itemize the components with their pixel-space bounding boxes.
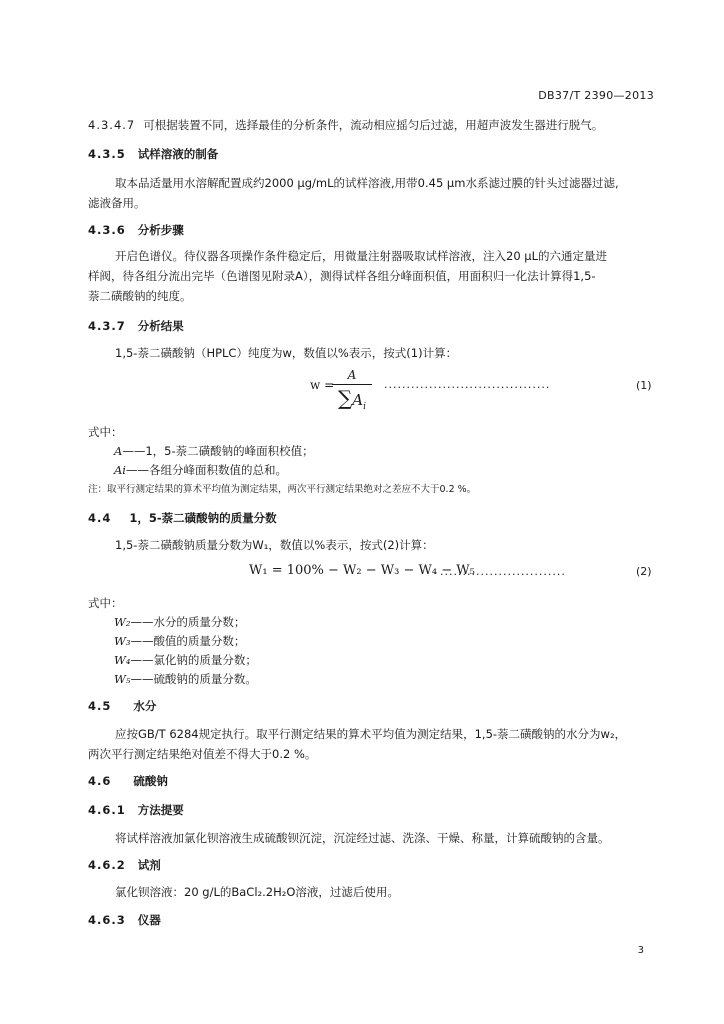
fraction-bar (332, 384, 372, 385)
formula-numerator: A (347, 368, 357, 382)
symbol: W₃ (114, 634, 131, 648)
heading-4-6-2 (88, 857, 161, 873)
paragraph-line: 1,5-萘二磺酸钠（HPLC）纯度为w，数值以%表示，按式(1)计算： (115, 346, 458, 360)
heading-4-5 (88, 698, 156, 714)
section-number: 4.3.5 (88, 147, 126, 161)
where-label: 式中： (88, 425, 123, 439)
section-number: 4.3.7 (88, 319, 126, 333)
paragraph-4-3-4-7 (88, 115, 603, 135)
heading-4-6 (88, 773, 168, 789)
definition-text: ——氯化钠的质量分数； (130, 653, 257, 667)
heading-text: 仪器 (137, 913, 161, 927)
sigma-symbol: ∑ (337, 386, 353, 410)
symbol: A (114, 444, 123, 458)
definition-line (88, 460, 287, 480)
formula-number: (1) (636, 379, 652, 392)
paragraph-line: 氯化钡溶液：20 g/L的BaCl₂.2H₂O溶液，过滤后使用。 (115, 885, 399, 899)
heading-text: 1，5-萘二磺酸钠的质量分数 (129, 511, 277, 525)
formula-1-fraction (332, 368, 372, 412)
definition-line (88, 650, 257, 670)
section-number: 4.4 (88, 511, 112, 525)
page-number: 3 (637, 945, 644, 956)
note: 注：取平行测定结果的算术平均值为测定结果，两次平行测定结果绝对之差应不大于0.2 %。 (88, 484, 477, 495)
heading-4-3-6 (88, 222, 184, 238)
paragraph-line: 样阀，待各组分流出完毕（色谱图见附录A），测得试样各组分峰面积值，用面积归一化法计算得1,5- (88, 269, 596, 283)
paragraph-line: 1,5-萘二磺酸钠质量分数为W₁，数值以%表示，按式(2)计算： (115, 538, 434, 552)
definition-line (88, 612, 245, 632)
definition-text: ——酸值的质量分数； (130, 634, 246, 648)
paragraph-line: 两次平行测定结果绝对值差不得大于0.2 %。 (88, 747, 317, 761)
heading-text: 硫酸钠 (133, 774, 168, 788)
formula-leader: ..................................... (384, 378, 551, 391)
formula-number: (2) (636, 565, 652, 578)
definition-line (88, 631, 245, 651)
section-number: 4.3.6 (88, 223, 126, 237)
symbol: W₂ (114, 615, 131, 629)
paragraph-line: 应按GB/T 6284规定执行。取平行测定结果的算术平均值为测定结果，1,5-萘二磺酸钠的水分为w₂， (115, 727, 627, 741)
heading-text: 分析结果 (137, 319, 184, 333)
definition-line (88, 441, 314, 461)
heading-4-4 (88, 510, 277, 526)
definition-text: ——硫酸钠的质量分数。 (130, 672, 257, 686)
definition-text: ——1，5-萘二磺酸钠的峰面积校值； (122, 444, 314, 458)
symbol: Ai (114, 463, 126, 477)
section-number: 4.6 (88, 774, 112, 788)
heading-text: 试剂 (137, 858, 161, 872)
section-number: 4.6.2 (88, 858, 126, 872)
paragraph-text: 可根据装置不同，选择最佳的分析条件，流动相应摇匀后过滤，用超声波发生器进行脱气。 (143, 118, 604, 132)
paragraph-line: 取本品适量用水溶解配置成约2000 μg/mL的试样溶液,用带0.45 μm水系滤过膜的针头过滤器过滤, (115, 176, 619, 190)
heading-text: 分析步骤 (137, 223, 184, 237)
definition-text: ——水分的质量分数； (130, 615, 246, 629)
definition-line (88, 669, 257, 689)
document-code: DB37/T 2390—2013 (538, 89, 654, 102)
formula-1-lhs: w = (310, 378, 335, 392)
heading-4-6-1 (88, 802, 184, 818)
paragraph-line: 滤液备用。 (88, 196, 146, 210)
paragraph-line: 将试样溶液加氯化钡溶液生成硫酸钡沉淀，沉淀经过滤、洗涤、干燥、称量，计算硫酸钠的含量。 (115, 831, 610, 845)
section-number: 4.3.4.7 (88, 118, 136, 132)
heading-text: 方法提要 (137, 803, 184, 817)
formula-leader: ............................ (440, 565, 566, 578)
section-number: 4.5 (88, 699, 112, 713)
formula-2: W₁ = 100% − W₂ − W₃ − W₄ − W₅ (249, 563, 475, 578)
section-number: 4.6.3 (88, 913, 126, 927)
section-number: 4.6.1 (88, 803, 126, 817)
formula-denominator (332, 386, 372, 412)
heading-text: 水分 (133, 699, 157, 713)
denominator-var: A (352, 391, 364, 409)
paragraph-line: 开启色谱仪。待仪器各项操作条件稳定后，用微量注射器吸取试样溶液，注入20 μL的六通定量进 (115, 249, 608, 263)
heading-4-6-3 (88, 912, 161, 928)
denominator-sub: i (363, 402, 366, 412)
where-label: 式中： (88, 596, 123, 610)
symbol: W₅ (114, 672, 131, 686)
definition-text: ——各组分峰面积数值的总和。 (125, 463, 287, 477)
heading-4-3-5 (88, 146, 218, 162)
symbol: W₄ (114, 653, 131, 667)
paragraph-line: 萘二磺酸钠的纯度。 (88, 289, 192, 303)
heading-4-3-7 (88, 318, 184, 334)
heading-text: 试样溶液的制备 (137, 147, 219, 161)
